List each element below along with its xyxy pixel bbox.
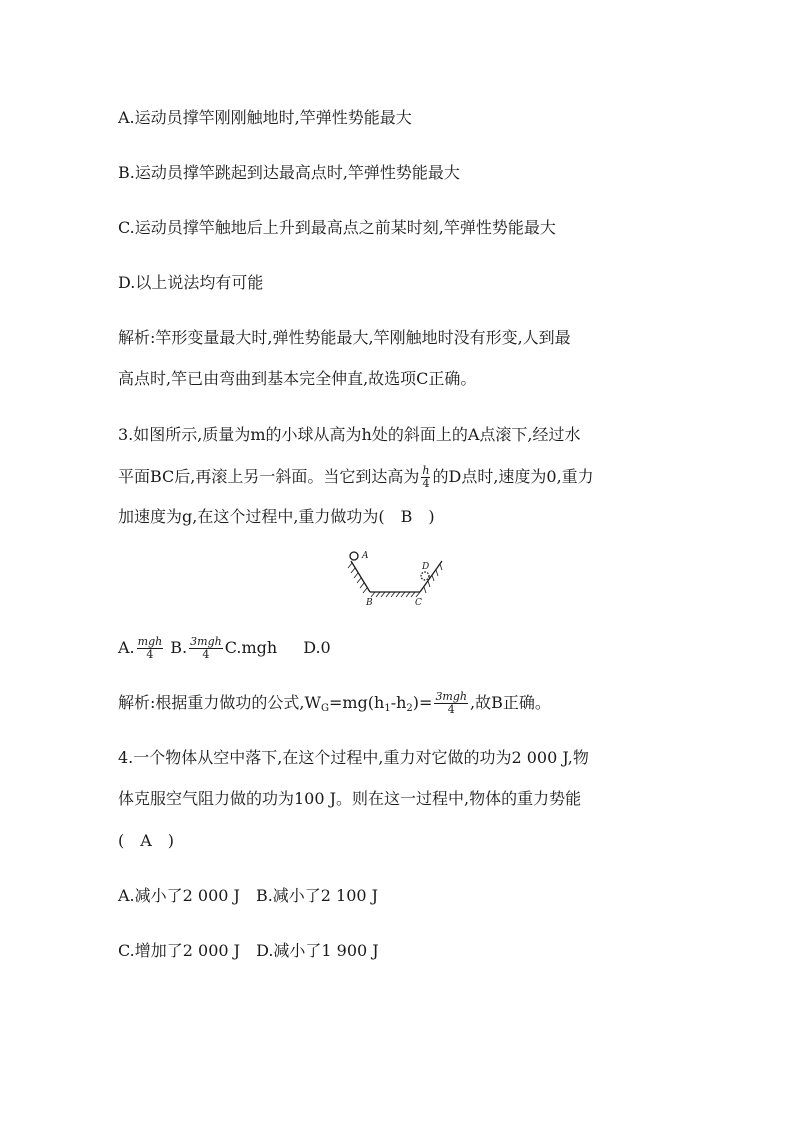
question-4-line1: 4.一个物体从空中落下,在这个过程中,重力对它做的功为2 000 J,物: [118, 748, 589, 767]
height-fraction: [421, 465, 430, 490]
question-4-options-ab: A.减小了2 000 J B.减小了2 100 J: [118, 886, 379, 905]
q3-option-b-fraction: [189, 636, 223, 661]
option-q2-a: A.运动员撑竿刚刚触地时,竿弹性势能最大: [118, 108, 412, 127]
q3-option-c: C.mgh: [224, 638, 278, 657]
question-3-line3: 加速度为g,在这个过程中,重力做功为( B ): [118, 507, 435, 526]
analysis-q3-frac-num: 3mgh: [435, 690, 467, 703]
analysis-q3-mid3: )=: [412, 693, 433, 712]
analysis-q3: [118, 691, 551, 720]
question-3-line2: [118, 465, 594, 490]
question-4-line3: ( A ): [118, 831, 175, 850]
ball-at-a: [350, 552, 358, 560]
option-q2-c: C.运动员撑竿触地后上升到最高点之前某时刻,竿弹性势能最大: [118, 218, 556, 237]
option-q2-b: B.运动员撑竿跳起到达最高点时,竿弹性势能最大: [118, 163, 460, 182]
q3-option-b-den: 4: [202, 648, 210, 661]
q3-option-a-num: mgh: [137, 635, 163, 648]
q3-option-b-num: 3mgh: [190, 635, 222, 648]
question-3-line2-before: 平面BC后,再滚上另一斜面。当它到达高为: [118, 467, 420, 486]
question-3-line1: 3.如图所示,质量为m的小球从高为h处的斜面上的A点滚下,经过水: [118, 425, 581, 444]
fraction-numerator: h: [422, 464, 430, 477]
analysis-q3-sub1: 1: [384, 703, 391, 714]
analysis-q3-mid2: -h: [390, 693, 407, 712]
fraction-denominator: 4: [422, 477, 430, 490]
ball-at-d-dashed: [421, 572, 429, 580]
label-b: B: [366, 598, 373, 608]
question-4-options-cd: C.增加了2 000 J D.减小了1 900 J: [118, 941, 379, 960]
slope-figure: [340, 548, 450, 612]
q3-option-a-den: 4: [146, 648, 154, 661]
analysis-q3-fraction: [434, 691, 468, 716]
question-3-options: [118, 636, 331, 661]
analysis-q3-mid1: =mg(h: [328, 693, 385, 712]
analysis-q2-line2: 高点时,竿已由弯曲到基本完全伸直,故选项C正确。: [118, 369, 477, 388]
analysis-q3-frac-den: 4: [447, 703, 455, 716]
analysis-q3-before: 解析:根据重力做功的公式,W: [118, 693, 321, 712]
analysis-q3-sub2: 2: [406, 703, 413, 714]
question-3-line2-after: 的D点时,速度为0,重力: [432, 467, 594, 486]
label-d: D: [422, 562, 430, 572]
label-a: A: [362, 551, 369, 561]
analysis-q2-line1: 解析:竿形变量最大时,弹性势能最大,竿刚触地时没有形变,人到最: [118, 328, 571, 347]
q3-option-a-prefix: A.: [118, 638, 135, 657]
option-q2-d: D.以上说法均有可能: [118, 273, 264, 292]
q3-option-d: D.0: [303, 638, 331, 657]
q3-option-a-fraction: [137, 636, 164, 661]
label-c: C: [415, 598, 422, 608]
analysis-q3-w-sub: G: [320, 703, 329, 714]
analysis-q3-after: ,故B正确。: [470, 693, 551, 712]
question-4-line2: 体克服空气阻力做的功为100 J。则在这一过程中,物体的重力势能: [118, 789, 582, 808]
q3-option-b-prefix: B.: [170, 638, 188, 657]
